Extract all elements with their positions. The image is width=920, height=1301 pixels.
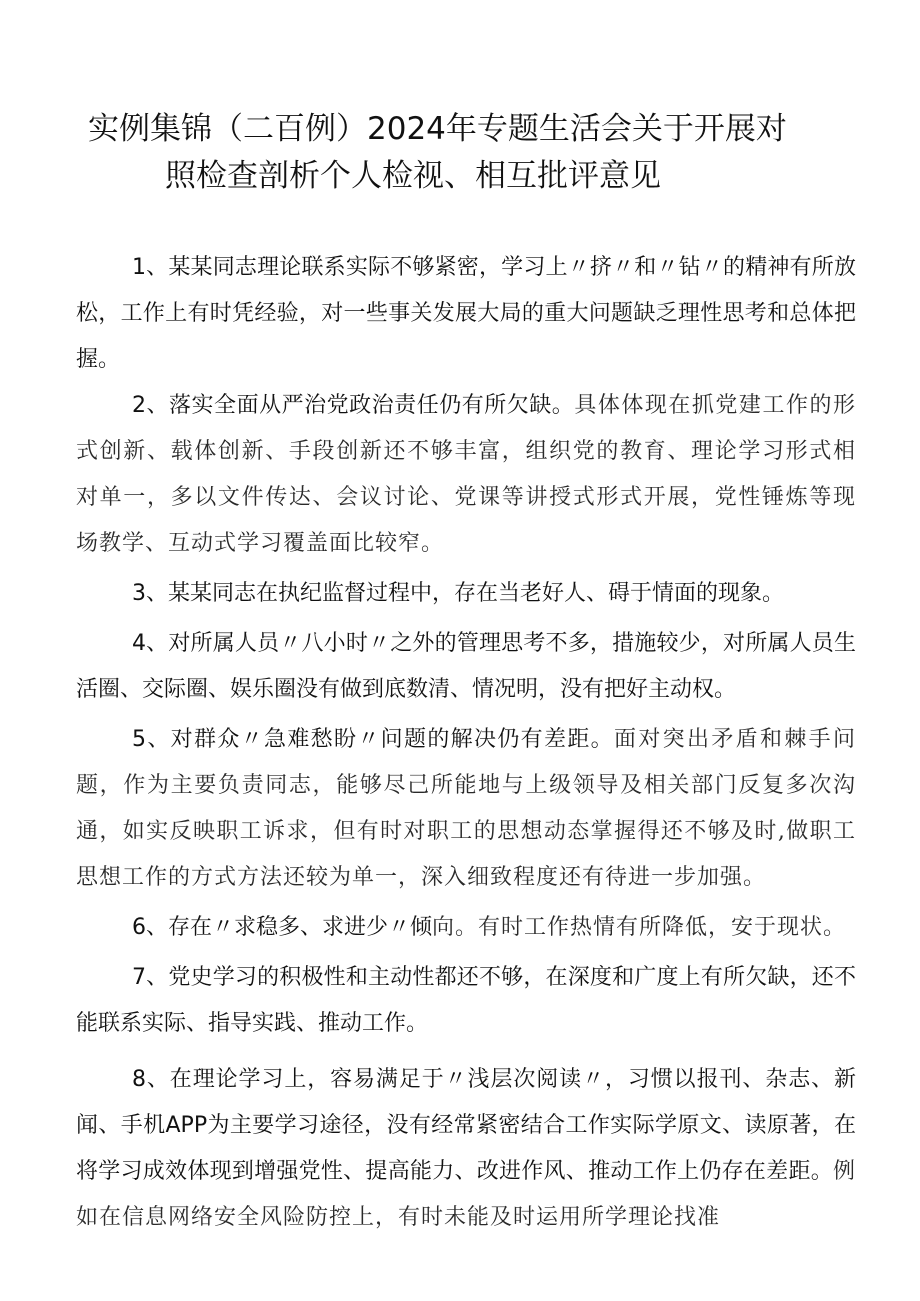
paragraph-7 (76, 954, 856, 1046)
paragraph-4 (76, 620, 856, 712)
paragraph-8 (76, 1056, 856, 1240)
document-title (88, 106, 848, 200)
paragraph-7-lead: 7、党史学习的积极性和主动性都还不够，在深度和广度上有所欠缺，还不能联系实际、指导实践、推动工作。 (76, 965, 856, 1036)
paragraph-6 (76, 904, 856, 950)
paragraph-8-rest: 例如在信息网络安全风险防控上，有时未能及时运用所学理论找准 (76, 1159, 856, 1230)
paragraph-3 (76, 570, 856, 616)
paragraph-1-lead: 1、某某同志理论联系实际不够紧密，学习上〃挤〃和〃钻〃的精神有所放松，工作上有时凭经验，对一些事关发展大局的重大问题缺乏理性思考和总体把握。 (76, 255, 856, 372)
paragraph-2 (76, 382, 856, 566)
paragraph-2-rest: 具体体现在抓党建工作的形式创新、载体创新、手段创新还不够丰富，组织党的教育、理论学习形式相对单一，多以文件传达、会议讨论、党课等讲授式形式开展，党性锤炼等现场教学、互动式学习覆盖面比较窄。 (76, 393, 856, 556)
paragraph-3-lead: 3、某某同志在执纪监督过程中，存在当老好人、碍于情面的现象。 (132, 581, 784, 606)
paragraph-6-rest: 向。有时工作热情有所降低，安于现状。 (432, 915, 847, 940)
paragraph-4-lead: 4、对所属人员〃八小时〃之外的管理思考不多，措施较少，对所属人员生活圈、交际圈、娱乐圈没有做到底数清、情况明，没有把好主动权。 (76, 631, 856, 702)
title-line-1: 实例集锦（二百例）2024年专题生活会关于开展对 (88, 111, 787, 147)
paragraph-5-lead: 5、对群众〃急难愁盼〃问题的解决仍有差距。 (132, 727, 614, 752)
paragraph-6-lead: 6、存在〃求稳多、求进少〃倾 (132, 915, 432, 940)
paragraph-2-lead: 2、落实全面从严治党政治责任仍有所欠缺。 (132, 393, 575, 418)
paragraph-5 (76, 716, 856, 900)
title-line-2: 照检查剖析个人检视、相互批评意见 (165, 158, 661, 194)
paragraph-1 (76, 244, 856, 382)
paragraph-8-lead: 8、在理论学习上，容易满足于〃浅层次阅读〃，习惯以报刊、杂志、新闻、手机APP为主要学习途径，没有经常紧密结合工作实际学原文、读原著，在将学习成效体现到增强党性、提高能力、改进作风、推动工作上仍存在差距。 (76, 1067, 856, 1184)
paragraph-5-rest: 面对突出矛盾和棘手问题，作为主要负责同志，能够尽己所能地与上级领导及相关部门反复多次沟通，如实反映职工诉求，但有时对职工的思想动态掌握得还不够及时,做职工思想工作的方式方法还较为单一，深入细致程度还有待进一步加强。 (76, 727, 856, 890)
document-body (76, 244, 856, 1240)
